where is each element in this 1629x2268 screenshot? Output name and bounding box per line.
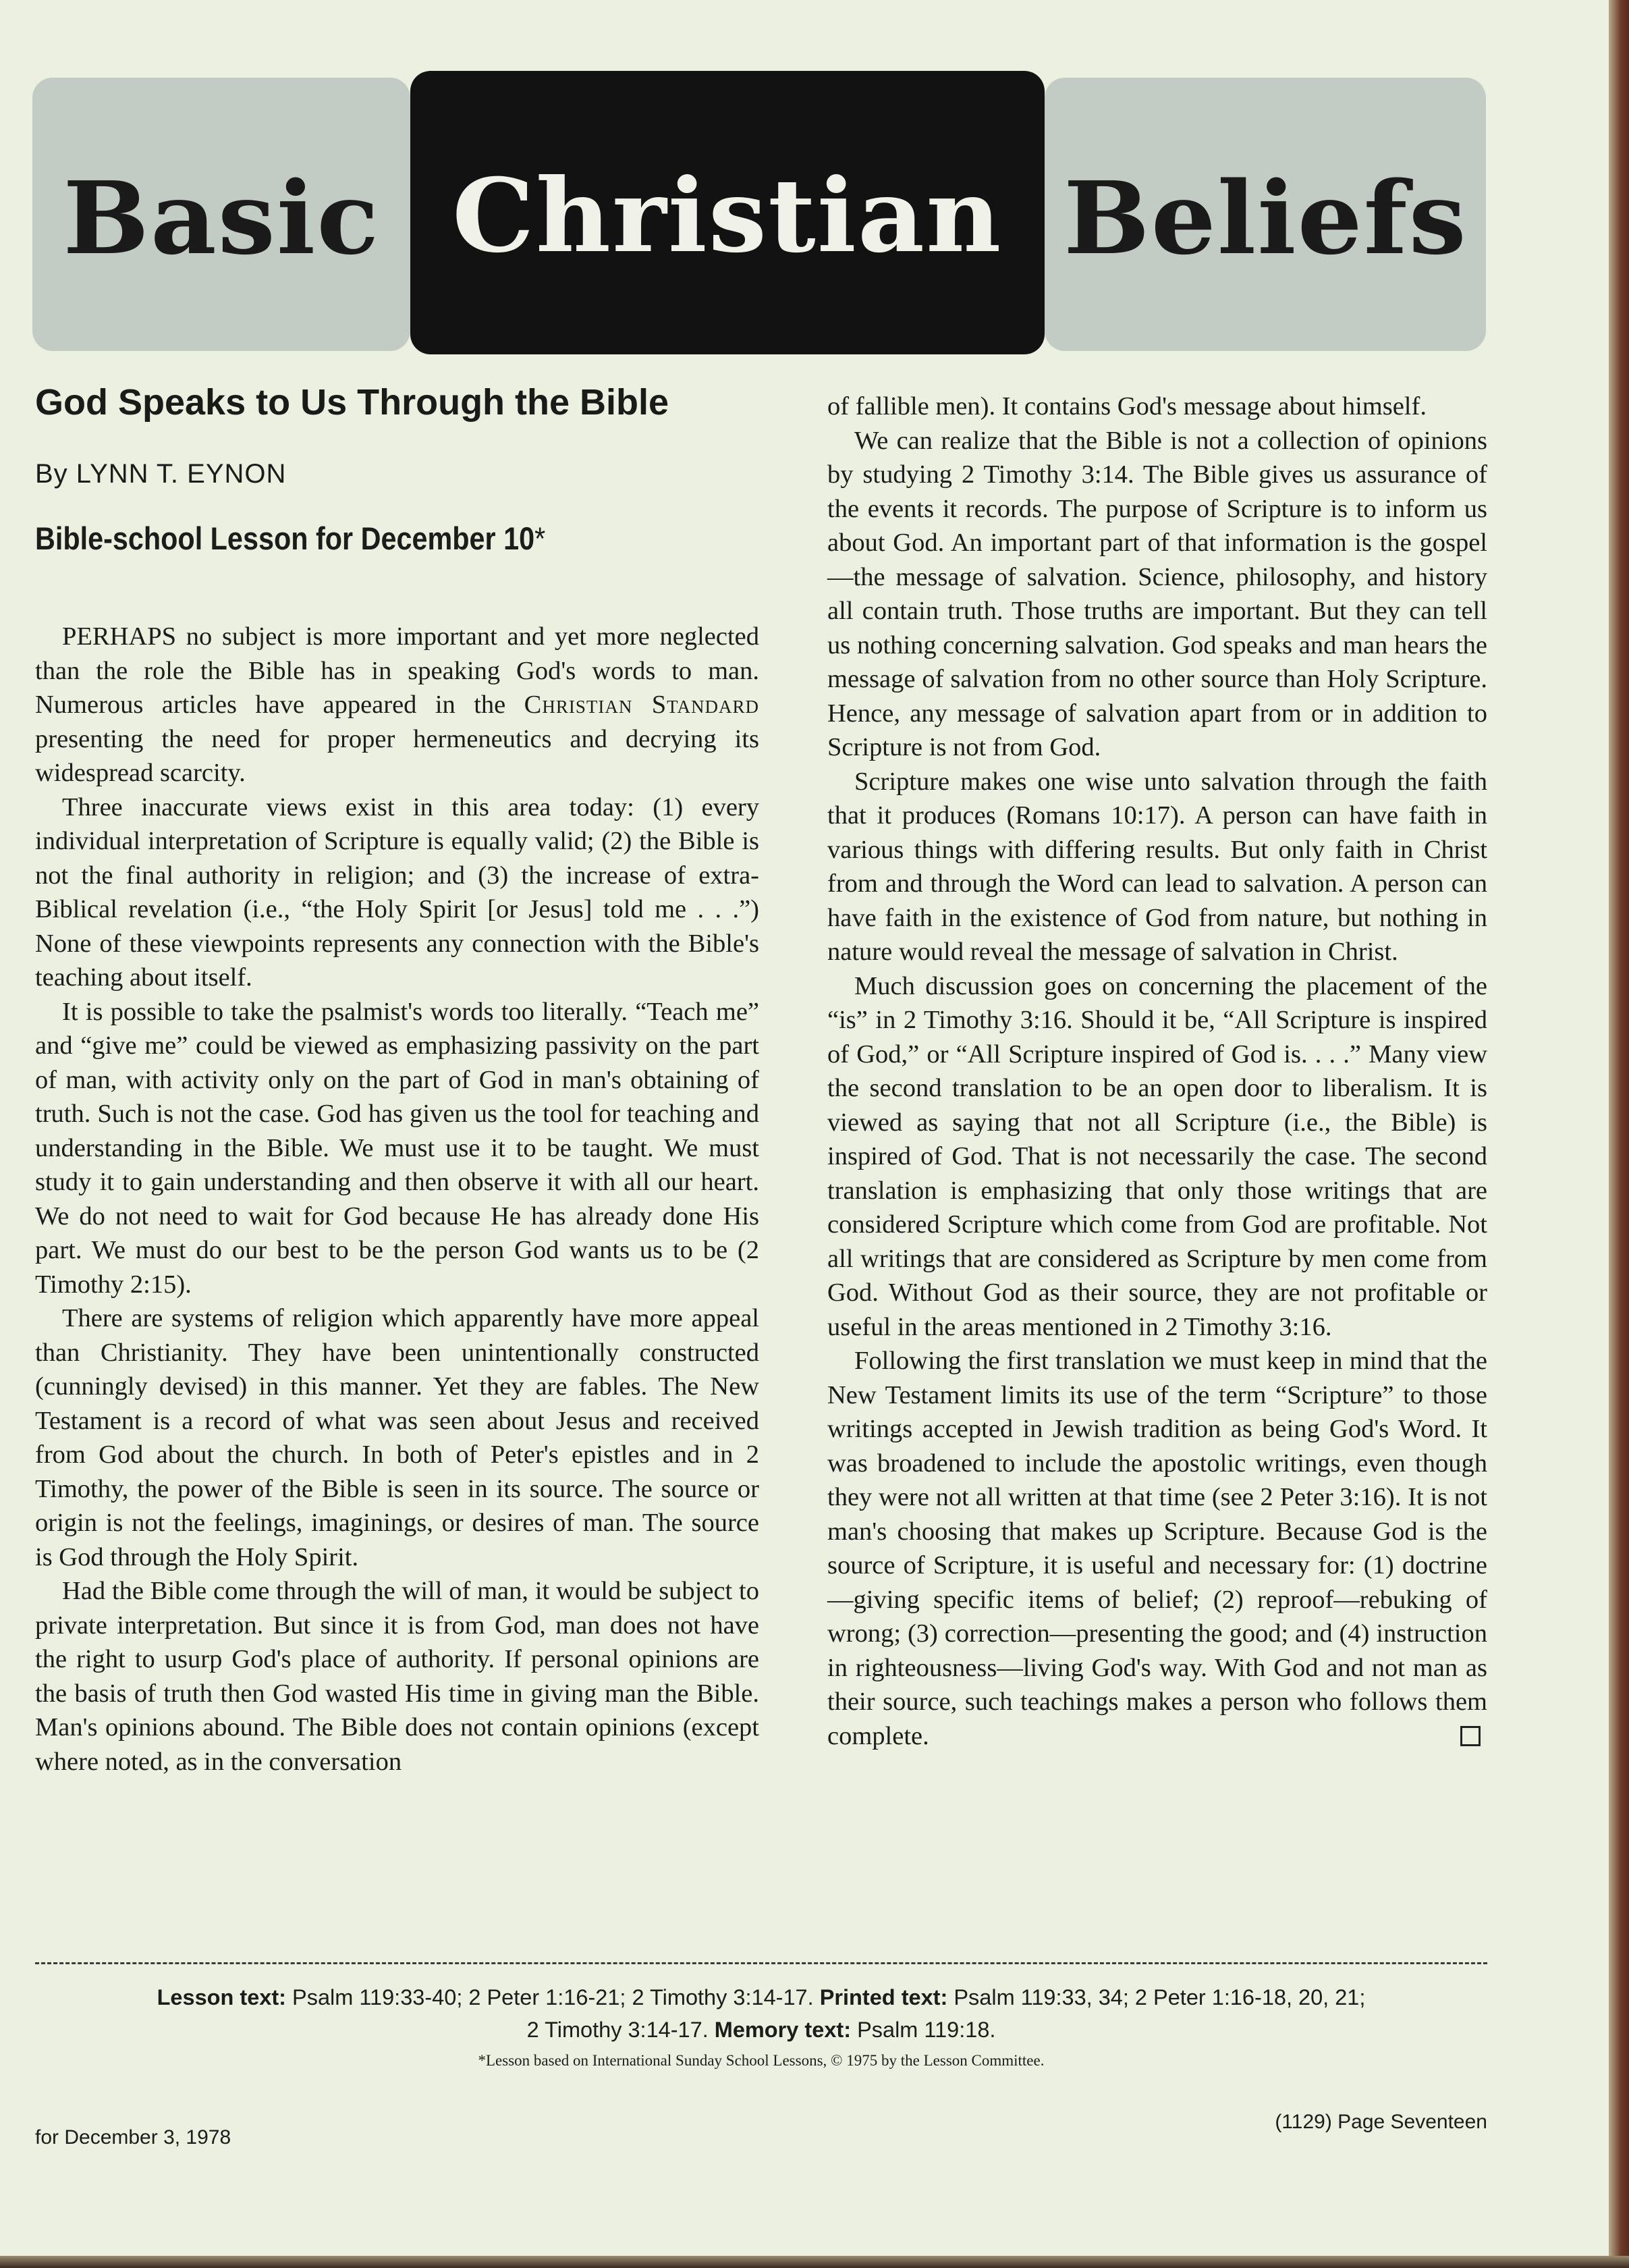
lesson-scripture-info (35, 1981, 1487, 2046)
paragraph-text: PERHAPS no subject is more important and yet more neglected than the role the Bible has in speaking God's words to man. Numerous articles have appeared in the (35, 622, 759, 719)
banner-word-christian: Christian (452, 157, 1003, 275)
paragraph: Much discussion goes on concerning the placement of the “is” in 2 Timothy 3:16. Should it be, “All Scripture is inspired of God,” or “All Scripture inspired of God is. . . .” Many view the second translation to be an open door to liberalism. It is viewed as saying that not all Scripture (i.e., the Bible) is inspired of God. That is not necessarily the case. The second translation is emphasizing that only those writings that are considered Scripture which come from God are profitable. Not all writings that are considered as Scripture by men come from God. Without God as their source, they are not profitable or useful in the areas mentioned in 2 Timothy 3:16. (827, 971, 1487, 1341)
paragraph-text: Following the first translation we must keep in mind that the New Testament limits its use of the term “Scripture” to those writings accepted in Jewish tradition as being God's Word. It was broadened to include the apostolic writings, even though they were not all written at that time (see 2 Peter 3:16). It is not man's choosing that makes up Scripture. Because God is the source of Scripture, it is useful and necessary for: (1) doctrine—giving specific items of belief; (2) reproof—rebuking of wrong; (3) correction—presenting the good; and (4) instruction in righteousness—living God's way. With God and not man as their source, such teachings makes a person who follows them complete. (827, 1347, 1487, 1750)
banner (32, 71, 1486, 351)
lesson-heading (35, 520, 545, 557)
publication-name: Christian Standard (524, 691, 759, 719)
paragraph: There are systems of religion which apparently have more appeal than Christianity. They have been unintentionally constructed (cunningly devised) in this manner. Yet they are fables. The New Testament is a record of what was seen about Jesus and received from God about the church. In both of Peter's epistles and in 2 Timothy, the power of the Bible is seen in its source. The source or origin is not the feelings, imaginings, or desires of man. The source is God through the Holy Spirit. (35, 1304, 759, 1571)
paragraph: Three inaccurate views exist in this area today: (1) every individual interpretation of Scripture is equally valid; (2) the Bible is not the final authority in religion; and (3) the increase of extra-Biblical revelation (i.e., “the Holy Spirit [or Jesus] told me . . .”) None of these viewpoints represents any connection with the Bible's teaching about itself. (35, 792, 759, 992)
printed-text-value-2: 2 Timothy 3:14-17. (526, 2018, 715, 2042)
page-edge (1609, 0, 1629, 2268)
banner-box-left (32, 78, 410, 351)
lesson-heading-text: Bible-school Lesson for December 10 (35, 520, 535, 556)
footnote-marker: * (534, 520, 546, 556)
printed-text-label: Printed text: (819, 1985, 948, 2009)
banner-word-beliefs: Beliefs (1063, 159, 1468, 277)
paragraph: It is possible to take the psalmist's words too literally. “Teach me” and “give me” could be viewed as emphasizing passivity on the part of man, with activity only on the part of God in man's obtaining of truth. Such is not the case. God has given us the tool for teaching and understanding in the Bible. We must use it to be taught. We must study it to gain understanding and then observe it with all our heart. We do not need to wait for God because He has already done His part. We must do our best to be the person God wants us to be (2 Timothy 2:15). (35, 997, 759, 1299)
banner-word-basic: Basic (63, 159, 380, 277)
memory-text-value: Psalm 119:18. (851, 2018, 996, 2042)
paragraph-text: presenting the need for proper hermeneutics and decrying its widespread scarcity. (35, 724, 759, 787)
page-number: (1129) Page Seventeen (1275, 2111, 1487, 2133)
paragraph: Scripture makes one wise unto salvation through the faith that it produces (Romans 10:17). A person can have faith in various things with differing results. But only faith in Christ from and through the Word can lead to salvation. A person can have faith in the existence of God from nature, but nothing in nature would reveal the message of salvation in Christ. (827, 767, 1487, 966)
lesson-text-label: Lesson text: (157, 1985, 287, 2009)
right-column (827, 389, 1487, 1753)
left-column (35, 620, 759, 1779)
banner-box-middle (410, 71, 1045, 354)
paragraph: Had the Bible come through the will of man, it would be subject to private interpretation. But since it is from God, man does not have the right to usurp God's place of authority. If personal opinions are the basis of truth then God wasted His time in giving man the Bible. Man's opinions abound. The Bible does not contain opinions (except where noted, as in the conversation (35, 1577, 759, 1776)
printed-text-value: Psalm 119:33, 34; 2 Peter 1:16-18, 20, 21; (947, 1985, 1366, 2009)
divider (35, 1962, 1487, 1964)
issue-date: for December 3, 1978 (35, 2126, 231, 2149)
paragraph: We can realize that the Bible is not a collection of opinions by studying 2 Timothy 3:14. The Bible gives us assurance of the events it records. The purpose of Scripture is to inform us about God. An important part of that information is the gospel—the message of salvation. Science, philosophy, and history all contain truth. Those truths are important. But they can tell us nothing concerning salvation. God speaks and man hears the message of salvation from no other source than Holy Scripture. Hence, any message of salvation apart from or in addition to Scripture is not from God. (827, 426, 1487, 761)
paragraph (827, 1344, 1487, 1753)
memory-text-label: Memory text: (714, 2018, 852, 2042)
paragraph (35, 620, 759, 790)
lesson-text-value: Psalm 119:33-40; 2 Peter 1:16-21; 2 Timothy 3:14-17. (286, 1985, 820, 2009)
banner-box-right (1045, 78, 1486, 351)
end-mark-icon (1460, 1726, 1481, 1746)
article-title: God Speaks to Us Through the Bible (35, 382, 669, 423)
footnote: *Lesson based on International Sunday School Lessons, © 1975 by the Lesson Committee. (478, 2052, 1045, 2069)
page-edge-bottom (0, 2256, 1629, 2268)
paragraph: of fallible men). It contains God's message about himself. (827, 392, 1427, 421)
byline: By LYNN T. EYNON (35, 459, 287, 489)
